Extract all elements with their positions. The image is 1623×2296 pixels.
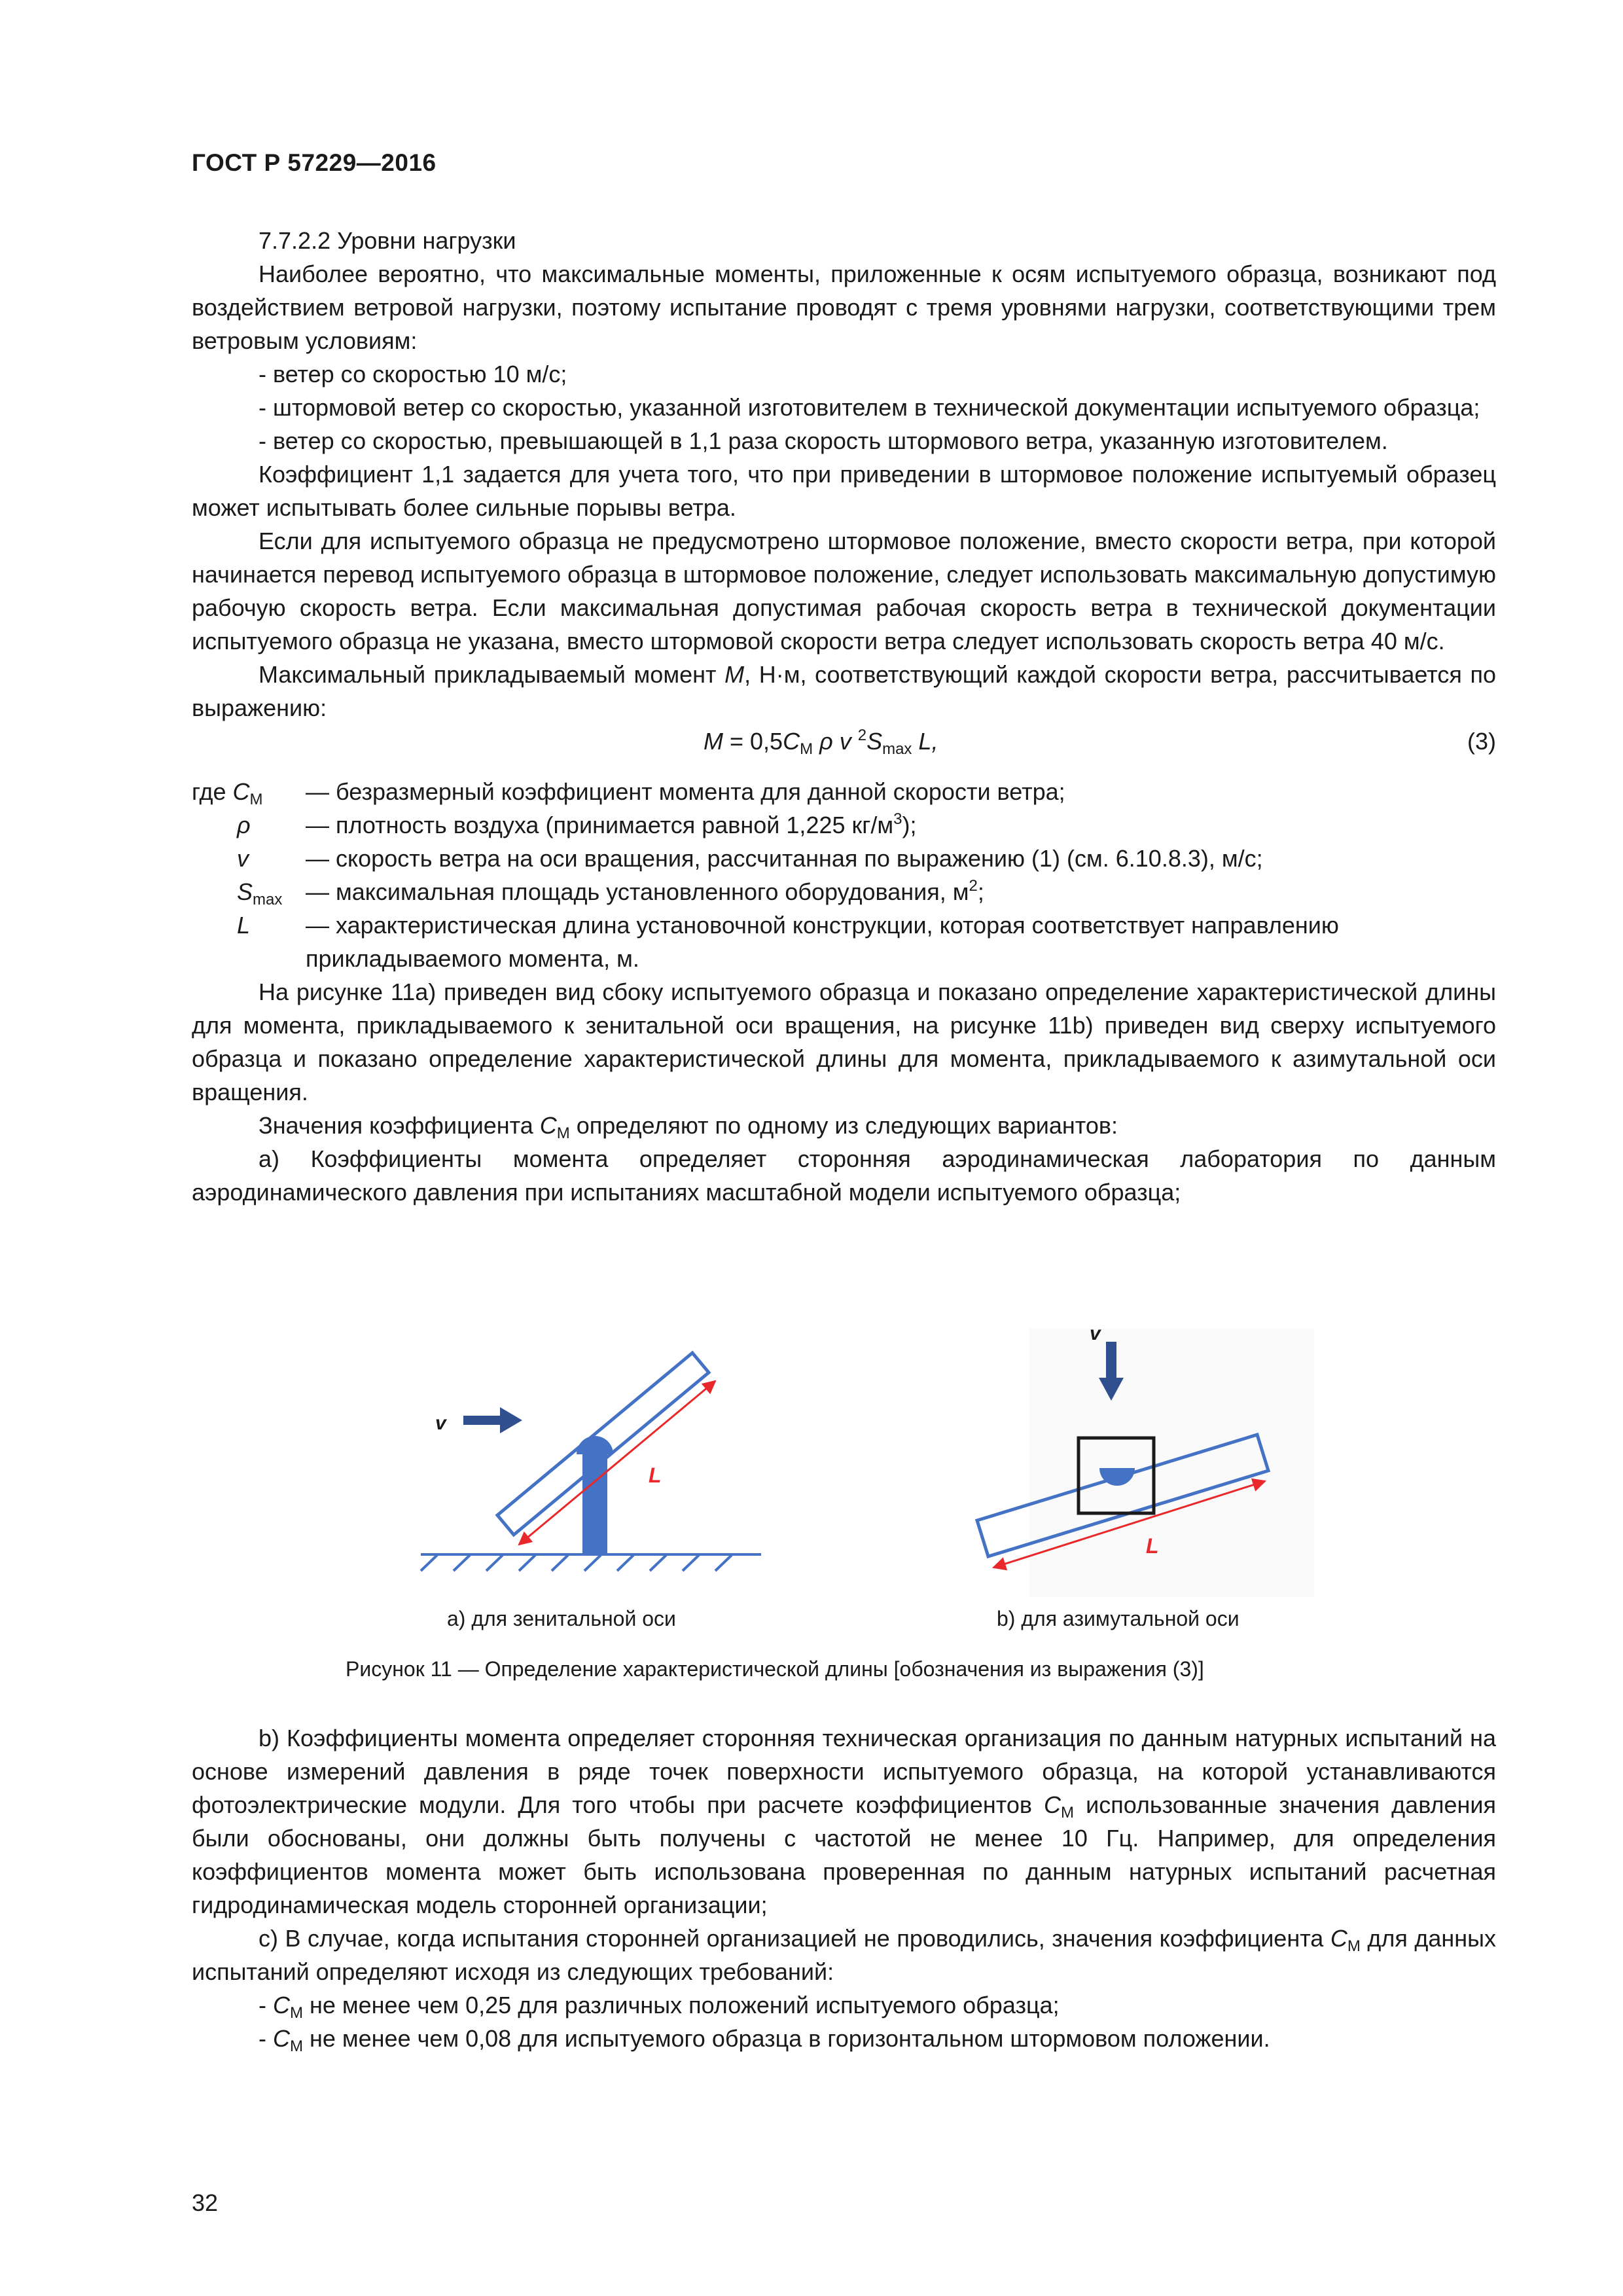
legend-row: где $C_M$ — безразмерный коэффициент момента для данной скорости ветра; xyxy=(192,778,1065,808)
legend-row: v — скорость ветра на оси вращения, рассчитанная по выражению (1) (см. 6.10.8.3), м/с; xyxy=(237,845,1263,872)
list-item: - $C_M$ не менее чем 0,08 для испытуемого образца в горизонтальном штормовом положении. xyxy=(259,2025,1270,2055)
paragraph: Если для испытуемого образца не предусмотрено штормовое положение, вместо скорости ветра, при которой начинается перевод испытуемого образца в штормовое положение, следует использовать максимальную допустимую рабочую скорость ветра. Если максимальная допустимая рабочая скорость ветра в технической документации испытуемого образца не указана, вместо штормовой скорости ветра следует использовать скорость ветра 40 м/с. xyxy=(192,528,1496,655)
paragraph: Максимальный прикладываемый момент M, Н·м, соответствующий каждой скорости ветра, рассчитывается по выражению: xyxy=(192,661,1496,721)
paragraph: Коэффициент 1,1 задается для учета того, что при приведении в штормовое положение испытуемый образец может испытывать более сильные порывы ветра. xyxy=(192,461,1496,521)
legend-row: L — характеристическая длина установочной конструкции, которая соответствует направлению прикладываемого момента, м. xyxy=(237,912,1339,972)
list-item: - штормовой ветер со скоростью, указанной изготовителем в технической документации испытуемого образца; xyxy=(259,394,1480,421)
list-item: - ветер со скоростью 10 м/с; xyxy=(259,361,567,387)
length-label-a: L xyxy=(649,1463,662,1487)
paragraph: b) Коэффициенты момента определяет сторонняя техническая организация по данным натурных испытаний на основе измерений давления в ряде точек поверхности испытуемого образца, на которой устанавливаются фотоэлектрические модули. Для того чтобы при расчете коэффициентов $C_M$ использованные значения давления были обоснованы, они должны быть получены с частотой не менее 10 Гц. Например, для определения коэффициентов момента может быть использована проверенная по данным натурных испытаний расчетная гидродинамическая модель сторонней организации; xyxy=(192,1725,1497,1918)
paragraph: На рисунке 11а) приведен вид сбоку испытуемого образца и показано определение характеристической длины для момента, прикладываемого к зенитальной оси вращения, на рисунке 11b) приведен вид сверху испытуемого образца и показано определение характеристической длины для момента, прикладываемого к азимутальной оси вращения. xyxy=(192,978,1496,1105)
wind-label-a: v xyxy=(435,1412,446,1434)
legend-row: $S_{max}$ — максимальная площадь установленного оборудования, $м^2$; xyxy=(237,877,984,908)
math-symbol: M xyxy=(724,661,745,688)
page-number: 32 xyxy=(192,2189,219,2216)
continued-text xyxy=(192,1721,1496,2055)
wind-arrowhead-a xyxy=(500,1407,522,1433)
list-item: - $C_M$ не менее чем 0,25 для различных положений испытуемого образца; xyxy=(259,1992,1060,2022)
paragraph: Значения коэффициента $C_M$ определяют по одному из следующих вариантов: xyxy=(259,1112,1118,1142)
figure-b-background xyxy=(1029,1329,1314,1597)
figure-a-side-view xyxy=(421,1353,761,1571)
ground-hatching xyxy=(421,1555,732,1571)
paragraph: а) Коэффициенты момента определяет сторонняя аэродинамическая лаборатория по данным аэродинамического давления при испытаниях масштабной модели испытуемого образца; xyxy=(192,1145,1496,1206)
length-label-b: L xyxy=(1146,1534,1159,1558)
list-item: - ветер со скоростью, превышающей в 1,1 раза скорость штормового ветра, указанную изготовителем. xyxy=(259,427,1388,454)
section-heading: 7.7.2.2 Уровни нагрузки xyxy=(259,227,516,254)
caption-b: b) для азимутальной оси xyxy=(997,1607,1240,1630)
formula-expression: $M = 0,5C_M$ ρ v $^2S_{max}$ L, xyxy=(704,726,938,758)
length-arrow-a xyxy=(519,1381,715,1545)
main-text xyxy=(192,224,1496,1209)
symbol-legend xyxy=(192,775,1496,975)
figure-caption: Рисунок 11 — Определение характеристической длины [обозначения из выражения (3)] xyxy=(346,1657,1204,1681)
caption-a: а) для зенитальной оси xyxy=(447,1607,676,1630)
document-header: ГОСТ Р 57229—2016 xyxy=(192,149,437,176)
legend-row: ρ — плотность воздуха (принимается равной 1,225 $кг/м^3$); xyxy=(237,810,917,838)
figure-11 xyxy=(192,1309,1496,1689)
paragraph: Наиболее вероятно, что максимальные моменты, приложенные к осям испытуемого образца, возникают под воздействием ветровой нагрузки, поэтому испытание проводят с тремя уровнями нагрузки, соответствующими трем ветровым условиям: xyxy=(192,260,1496,354)
paragraph: с) В случае, когда испытания сторонней организацией не проводились, значения коэффициента $C_M$ для данных испытаний определяют исходя из следующих требований: xyxy=(192,1925,1496,1985)
wind-label-b: v xyxy=(1090,1323,1101,1344)
figure-drawing xyxy=(192,1309,1496,1689)
formula-number: (3) xyxy=(1467,728,1496,755)
formula xyxy=(192,725,1496,758)
